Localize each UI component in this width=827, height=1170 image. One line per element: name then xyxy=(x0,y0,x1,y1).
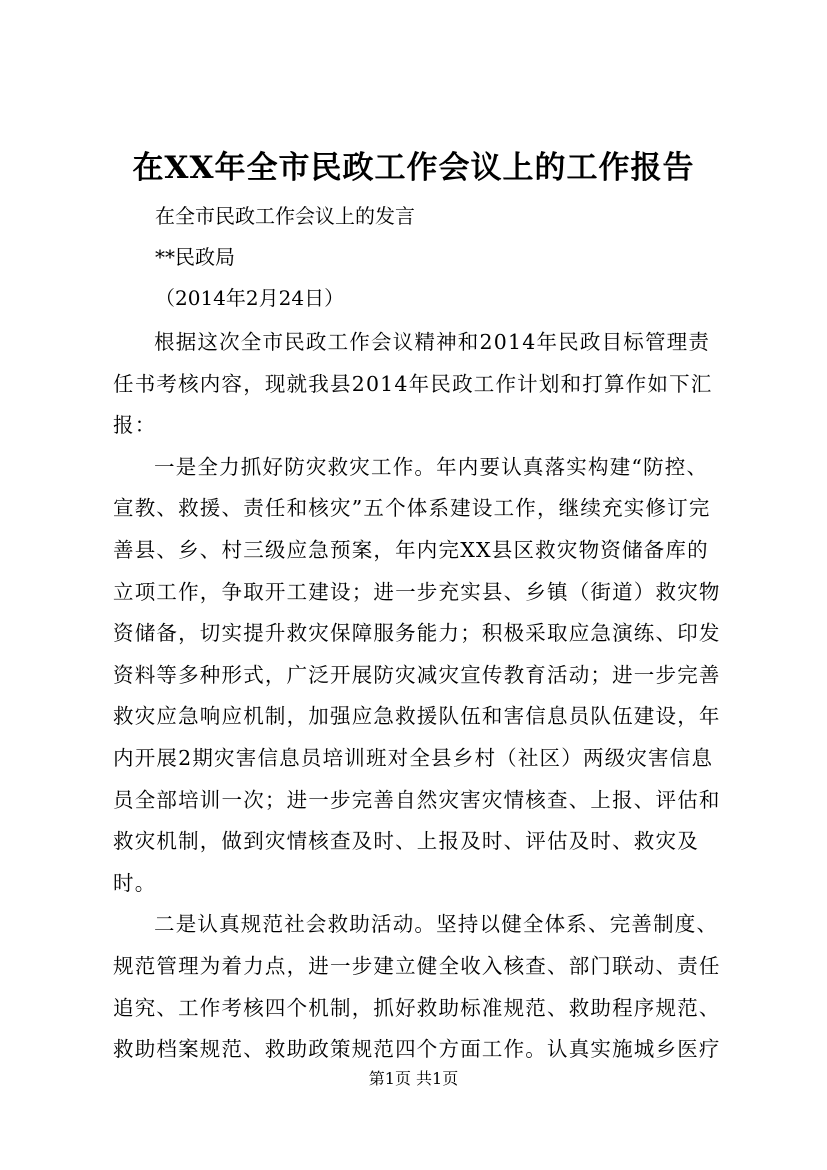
document-subtitle: 在全市民政工作会议上的发言 xyxy=(155,204,415,228)
document-organization: **民政局 xyxy=(155,245,235,269)
paragraph-social-assistance: 二是认真规范社会救助活动。坚持以健全体系、完善制度、规范管理为着力点，进一步建立健全收入核查、部门联动、责任追究、工作考核四个机制，抓好救助标准规范、救助程序规范、救助档案规范、救助政策规范四个方面工作。认真实施城乡医疗 xyxy=(113,912,721,1062)
page-footer: 第1页 共1页 xyxy=(368,1069,459,1088)
paragraph-disaster-relief: 一是全力抓好防灾救灾工作。年内要认真落实构建“防控、宣教、救援、责任和核灾”五个体系建设工作，继续充实修订完善县、乡、村三级应急预案，年内完XX县区救灾物资储备库的立项工作，争取开工建设；进一步充实县、乡镇（街道）救灾物资储备，切实提升救灾保障服务能力；积极采取应急演练、印发资料等多种形式，广泛开展防灾减灾宣传教育活动；进一步完善救灾应急响应机制，加强应急救援队伍和害信息员队伍建设，年内开展2期灾害信息员培训班对全县乡村（社区）两级灾害信息员全部培训一次；进一步完善自然灾害灾情核查、上报、评估和救灾机制，做到灾情核查及时、上报及时、评估及时、救灾及时。 xyxy=(113,454,721,895)
document-date: （2014年2月24日） xyxy=(155,286,345,310)
paragraph-intro: 根据这次全市民政工作会议精神和2014年民政目标管理责任书考核内容，现就我县2014年民政工作计划和打算作如下汇报： xyxy=(113,330,713,438)
document-body xyxy=(113,322,721,1071)
document-title: 在XX年全市民政工作会议上的工作报告 xyxy=(132,150,695,186)
